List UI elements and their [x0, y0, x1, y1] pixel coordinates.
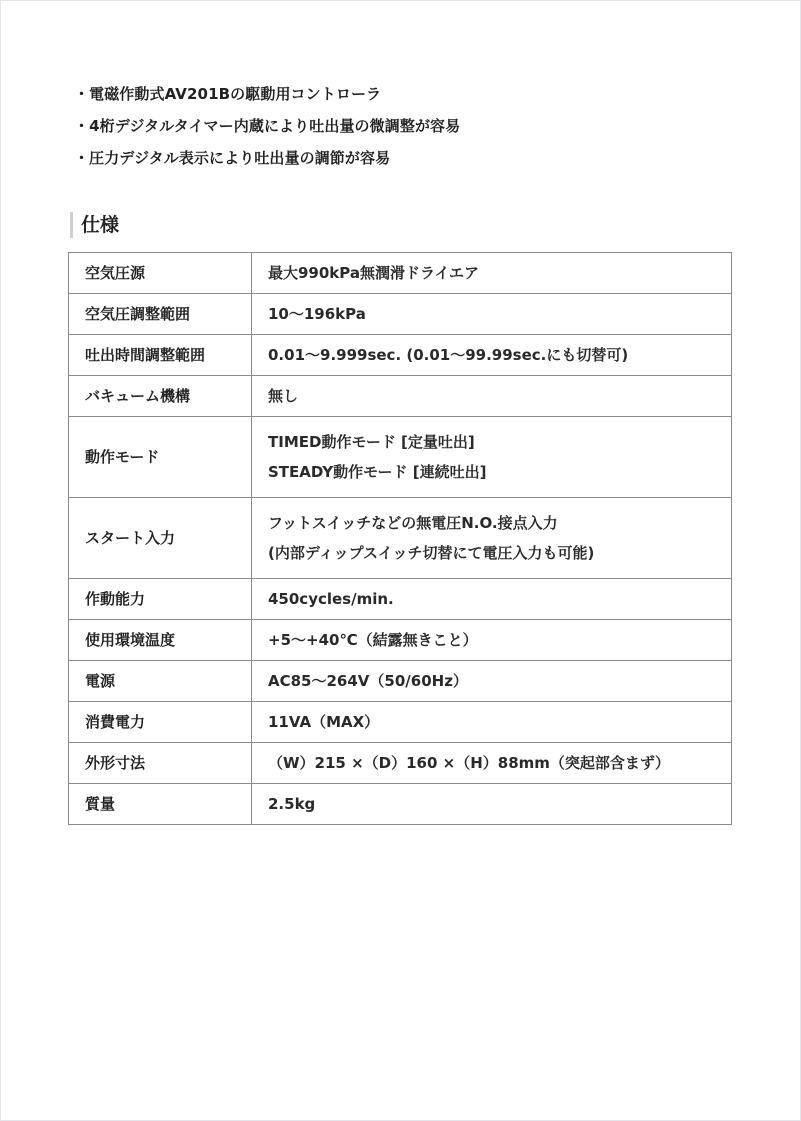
spec-label: バキューム機構	[69, 376, 252, 417]
table-row	[69, 376, 732, 417]
spec-label: 質量	[69, 784, 252, 825]
spec-label: 吐出時間調整範囲	[69, 335, 252, 376]
table-row	[69, 335, 732, 376]
spec-value: AC85〜264V（50/60Hz）	[252, 661, 732, 702]
spec-value: +5〜+40℃（結露無きこと）	[252, 620, 732, 661]
table-row	[69, 294, 732, 335]
table-row	[69, 743, 732, 784]
spec-label: 電源	[69, 661, 252, 702]
table-row	[69, 784, 732, 825]
spec-value: 2.5kg	[252, 784, 732, 825]
spec-label: 動作モード	[69, 417, 252, 498]
spec-value: 無し	[252, 376, 732, 417]
spec-table	[68, 252, 732, 825]
spec-value: 450cycles/min.	[252, 579, 732, 620]
spec-label: 消費電力	[69, 702, 252, 743]
table-row	[69, 579, 732, 620]
table-row	[69, 620, 732, 661]
table-row	[69, 417, 732, 498]
spec-label: 使用環境温度	[69, 620, 252, 661]
spec-value: 10〜196kPa	[252, 294, 732, 335]
table-row	[69, 702, 732, 743]
spec-label: 空気圧調整範囲	[69, 294, 252, 335]
feature-item: ・圧力デジタル表示により吐出量の調節が容易	[74, 149, 391, 167]
spec-label: スタート入力	[69, 498, 252, 579]
spec-value: （W）215 ×（D）160 ×（H）88mm（突起部含まず）	[252, 743, 732, 784]
spec-value: フットスイッチなどの無電圧N.O.接点入力 (内部ディップスイッチ切替にて電圧入力も可能)	[252, 498, 732, 579]
section-title: 仕様	[70, 212, 119, 238]
feature-item: ・電磁作動式AV201Bの駆動用コントローラ	[74, 85, 382, 103]
spec-value: TIMED動作モード [定量吐出] STEADY動作モード [連続吐出]	[252, 417, 732, 498]
table-row	[69, 498, 732, 579]
table-row	[69, 253, 732, 294]
feature-item: ・4桁デジタルタイマー内蔵により吐出量の微調整が容易	[74, 117, 461, 135]
spec-label: 空気圧源	[69, 253, 252, 294]
spec-value: 11VA（MAX）	[252, 702, 732, 743]
spec-label: 作動能力	[69, 579, 252, 620]
spec-value: 最大990kPa無潤滑ドライエア	[252, 253, 732, 294]
table-row	[69, 661, 732, 702]
spec-value: 0.01〜9.999sec. (0.01〜99.99sec.にも切替可)	[252, 335, 732, 376]
spec-label: 外形寸法	[69, 743, 252, 784]
feature-list	[74, 78, 460, 174]
